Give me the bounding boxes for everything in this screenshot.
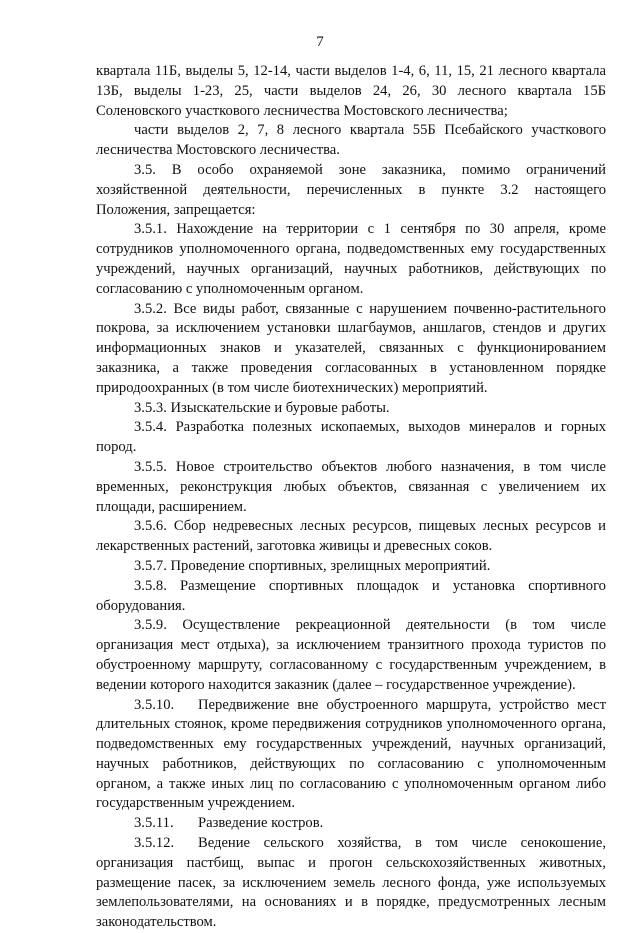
item-number: 3.5.5. — [134, 458, 167, 475]
item-3-5-3 — [96, 399, 606, 419]
item-3-5-11 — [96, 814, 606, 834]
document-body — [96, 62, 606, 933]
item-text: Новое строительство объектов любого назначения, в том числе временных, реконструкция любых объектов, связанная с увеличением их площади, расширением. — [96, 458, 606, 515]
item-text: Нахождение на территории с 1 сентября по 30 апреля, кроме сотрудников уполномоченного органа, подведомственных ему государственных учреждений, научных организаций, научных работников, действующих по согласованию с уполномоченным органом. — [96, 221, 607, 297]
paragraph-quarters-2: части выделов 2, 7, 8 лесного квартала 55Б Псебайского участкового лесничества Мостовского лесничества. — [96, 122, 606, 159]
item-3-5-10 — [96, 696, 606, 815]
item-text: Сбор недревесных лесных ресурсов, пищевых лесных ресурсов и лекарственных растений, заготовка живицы и древесных соков. — [96, 518, 606, 555]
item-number: 3.5.8. — [134, 577, 167, 594]
item-number: 3.5.6. — [134, 518, 167, 535]
item-text: Проведение спортивных, зрелищных мероприятий. — [170, 557, 491, 574]
item-number: 3.5.7. — [134, 557, 167, 574]
item-3-5-12 — [96, 834, 606, 933]
item-number: 3.5.1. — [134, 221, 167, 238]
item-text: Ведение сельского хозяйства, в том числе сенокошение, организация пастбищ, выпас и прогон сельскохозяйственных животных, размещение пасек, за исключением земель лесного фонда, уже используемых землепользователями, на основаниях и в порядке, предусмотренных лесным законодательством. — [96, 835, 606, 931]
item-number: 3.5.2. — [134, 300, 167, 317]
item-text: Разработка полезных ископаемых, выходов минералов и горных пород. — [96, 419, 606, 456]
item-3-5-1 — [96, 220, 606, 299]
item-3-5-4 — [96, 418, 606, 458]
item-3-5-2 — [96, 300, 606, 399]
item-3-5-8 — [96, 577, 606, 617]
item-text: Передвижение вне обустроенного маршрута, устройство мест длительных стоянок, кроме передвижения сотрудников уполномоченного органа, подведомственных ему государственных учреждений, научных организаций, научных работников, действующих по согласованию с уполномоченным органом, а также иных лиц по согласованию с уполномоченным органом либо государственным учреждением. — [96, 696, 606, 812]
page-number: 7 — [316, 34, 324, 50]
item-number: 3.5.11. — [134, 815, 174, 832]
item-text: Осуществление рекреационной деятельности (в том числе организация мест отдыха), за исключением транзитного прохода туристов по обустроенному маршруту, согласованному с государственным учреждением, в ведении которого находится заказник (далее – государственное учреждение). — [96, 617, 606, 693]
item-number: 3.5.4. — [134, 419, 167, 436]
item-3-5-5 — [96, 458, 606, 517]
section-3-5: 3.5. В особо охраняемой зоне заказника, помимо ограничений хозяйственной деятельности, перечисленных в пункте 3.2 настоящего Положения, запрещается: — [96, 161, 606, 218]
item-number: 3.5.9. — [134, 617, 167, 634]
item-3-5-9 — [96, 616, 606, 695]
item-3-5-7 — [96, 557, 606, 577]
item-number: 3.5.3. — [134, 399, 167, 416]
item-text: Размещение спортивных площадок и установка спортивного оборудования. — [96, 577, 606, 614]
item-text: Изыскательские и буровые работы. — [170, 399, 390, 416]
item-3-5-6 — [96, 517, 606, 557]
item-number: 3.5.10. — [134, 696, 175, 713]
paragraph-quarters: квартала 11Б, выделы 5, 12-14, части выделов 1-4, 6, 11, 15, 21 лесного квартала 13Б, выделы 1-23, 25, части выделов 24, 26, 30 лесного квартала 15Б Соленовского участкового лесничества Мостовского лесничества; — [96, 63, 606, 119]
item-number: 3.5.12. — [134, 835, 175, 852]
item-text: Все виды работ, связанные с нарушением почвенно-растительного покрова, за исключением установки шлагбаумов, аншлагов, стендов и других информационных знаков и указателей, связанных с функционированием заказника, а также проведения согласованных в установленном порядке природоохранных (в том числе биотехнических) мероприятий. — [96, 300, 606, 396]
item-text: Разведение костров. — [198, 815, 324, 832]
